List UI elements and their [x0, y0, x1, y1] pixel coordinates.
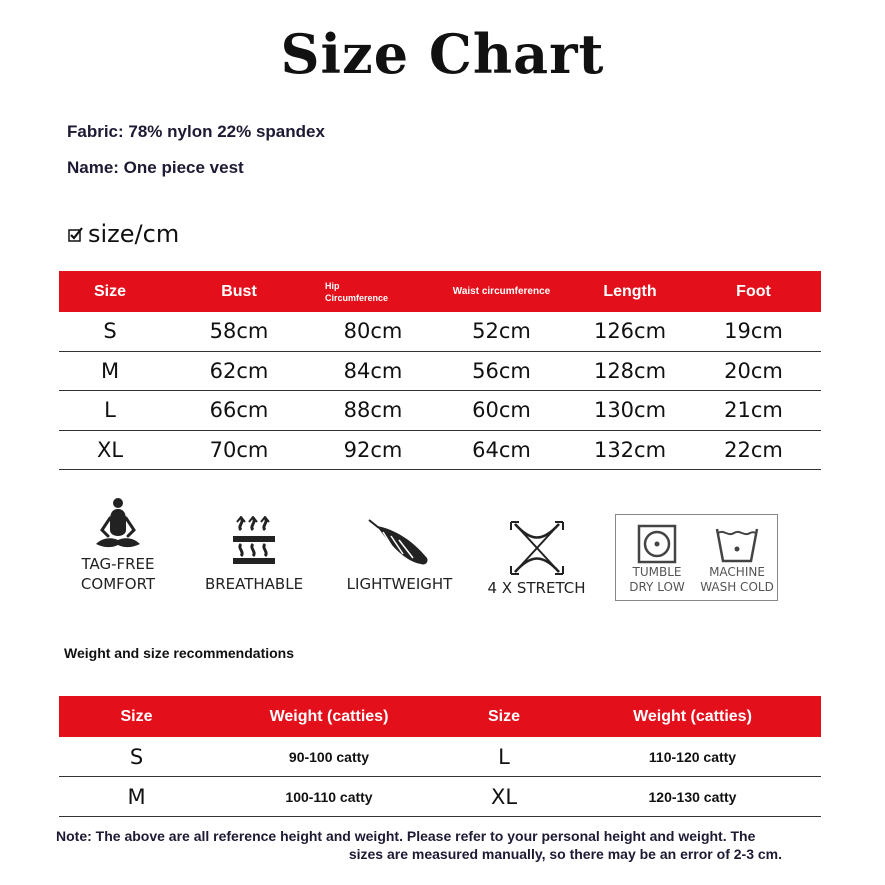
fabric-info: Fabric: 78% nylon 22% spandex: [67, 122, 325, 141]
breathable-layers-icon: [229, 516, 279, 568]
tag-free-label-1: TAG-FREE: [81, 555, 155, 573]
feature-stretch: [479, 520, 594, 598]
size-table-header: [59, 271, 821, 312]
four-way-stretch-icon: [507, 520, 567, 576]
breathable-label: BREATHABLE: [204, 575, 304, 593]
table-row: [59, 352, 821, 392]
header-size: Size: [120, 707, 153, 725]
tumble-label-1: TUMBLE: [632, 565, 682, 579]
cell-waist: 52cm: [472, 319, 531, 344]
feature-icon: [365, 518, 435, 570]
cell-hip: 84cm: [343, 358, 403, 383]
feature-icons: [59, 492, 821, 612]
cell-hip: 88cm: [343, 398, 403, 423]
header-waist: Waist circumference: [452, 286, 551, 297]
cell-size: XL: [96, 437, 124, 462]
cell-weight: 100-110 catty: [285, 788, 373, 805]
table-row: [59, 737, 821, 777]
table-row: [59, 312, 821, 352]
cell-size: S: [129, 744, 144, 769]
header-size-2: Size: [487, 707, 520, 725]
wash-label-1: MACHINE: [709, 565, 765, 579]
cell-hip: 92cm: [343, 437, 403, 462]
wash-basin-icon: [714, 523, 760, 565]
note-line-1: Note: The above are all reference height and weight. Please refer to your personal height and weight. The: [56, 828, 756, 844]
weight-table-header: [59, 696, 821, 737]
unit-text: size/cm: [88, 220, 180, 248]
feature-tag-free: [73, 494, 163, 594]
wash-label-2: WASH COLD: [700, 580, 774, 594]
feature-lightweight: [337, 518, 462, 594]
feature-breathable: [199, 516, 309, 594]
note-line-2: sizes are measured manually, so there may be an error of 2-3 cm.: [348, 846, 782, 862]
cell-length: 130cm: [593, 398, 667, 423]
cell-waist: 64cm: [472, 437, 531, 462]
yoga-person-icon: [88, 494, 148, 554]
size-table: [59, 271, 821, 470]
header-hip-line1: Hip: [325, 280, 340, 291]
cell-length: 128cm: [593, 358, 667, 383]
tumble-label-2: DRY LOW: [629, 580, 685, 594]
care-tumble-dry: [622, 523, 692, 595]
table-row: [59, 777, 821, 817]
care-instructions: [615, 514, 778, 601]
cell-bust: 62cm: [209, 358, 269, 383]
cell-foot: 20cm: [724, 358, 783, 383]
cell-length: 132cm: [593, 437, 667, 462]
table-row: [59, 431, 821, 471]
stretch-label: 4 X STRETCH: [487, 579, 586, 597]
checkbox-icon: [68, 226, 84, 242]
cell-size: L: [104, 398, 116, 423]
cell-size-2: L: [498, 744, 510, 769]
header-weight: Weight (catties): [269, 707, 389, 725]
cell-size: M: [127, 784, 146, 809]
cell-bust: 58cm: [209, 319, 269, 344]
cell-waist: 60cm: [472, 398, 531, 423]
cell-length: 126cm: [593, 319, 667, 344]
lightweight-label: LIGHTWEIGHT: [346, 575, 453, 593]
cell-size-2: XL: [490, 784, 518, 809]
cell-hip: 80cm: [343, 319, 403, 344]
cell-bust: 66cm: [209, 398, 269, 423]
header-bust: Bust: [221, 282, 257, 300]
cell-foot: 21cm: [724, 398, 783, 423]
table-row: [59, 391, 821, 431]
cell-foot: 19cm: [724, 319, 783, 344]
header-hip: [317, 280, 429, 304]
unit-label: [68, 220, 179, 248]
cell-weight-2: 110-120 catty: [648, 748, 737, 765]
header-weight-2: Weight (catties): [633, 707, 752, 725]
cell-size: M: [100, 358, 120, 383]
tumble-dry-icon: [636, 523, 678, 565]
product-name: Name: One piece vest: [67, 158, 244, 177]
page-title: Size Chart: [280, 22, 605, 86]
header-hip-line2: Circumference: [325, 292, 389, 303]
cell-bust: 70cm: [209, 437, 269, 462]
header-size: Size: [93, 282, 126, 300]
cell-waist: 56cm: [472, 358, 531, 383]
tag-free-label-2: COMFORT: [80, 575, 156, 593]
header-length: Length: [603, 282, 657, 300]
weight-table: [59, 696, 821, 817]
cell-weight: 90-100 catty: [288, 748, 370, 765]
header-foot: Foot: [736, 282, 771, 300]
recommendations-title: Weight and size recommendations: [64, 645, 295, 661]
cell-size: S: [103, 319, 117, 344]
cell-foot: 22cm: [724, 437, 783, 462]
cell-weight-2: 120-130 catty: [648, 788, 737, 805]
care-machine-wash: [698, 523, 776, 595]
disclaimer-note: [56, 827, 786, 863]
